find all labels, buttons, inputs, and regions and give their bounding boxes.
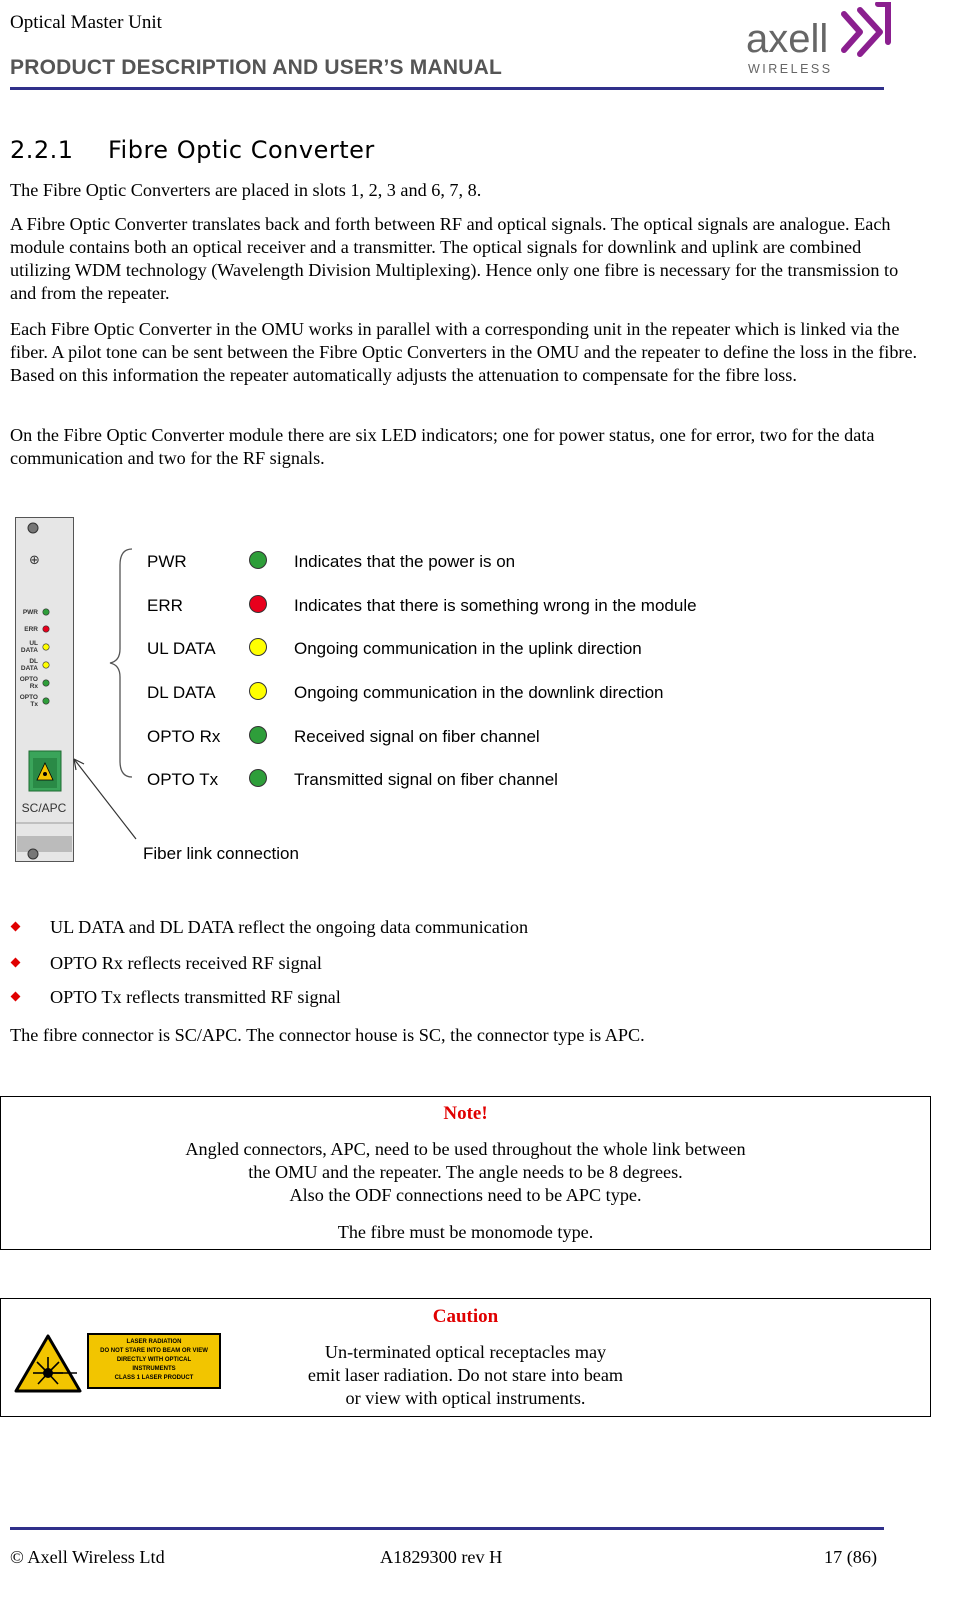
note-title: Note! xyxy=(443,1103,488,1124)
module-label-err: ERR xyxy=(24,626,38,633)
logo-brand-text: axell xyxy=(746,17,829,61)
footer-doc-number: A1829300 rev H xyxy=(380,1547,503,1567)
logo-sub-text: WIRELESS xyxy=(748,62,833,76)
svg-text:Rx: Rx xyxy=(29,683,38,690)
laser-class-label: LASER RADIATION DO NOT STARE INTO BEAM OR VIEW DIRECTLY WITH OPTICAL INSTRUMENTS CLASS 1 LASER PRODUCT xyxy=(87,1333,221,1389)
svg-text:⊕: ⊕ xyxy=(29,553,40,568)
led-label-ul-data: UL DATA xyxy=(147,639,216,658)
caution-line: emit laser radiation. Do not stare into beam xyxy=(307,1365,624,1385)
led-desc-opto-rx: Received signal on fiber channel xyxy=(294,727,540,746)
led-desc-dl-data: Ongoing communication in the downlink direction xyxy=(294,683,664,702)
svg-text:DATA: DATA xyxy=(20,665,38,672)
svg-text:OPTO: OPTO xyxy=(19,676,38,683)
connector-paragraph: The fibre connector is SC/APC. The connector house is SC, the connector type is APC. xyxy=(10,1025,645,1045)
fiber-link-label: Fiber link connection xyxy=(143,844,299,863)
caution-line: Un-terminated optical receptacles may xyxy=(324,1342,607,1362)
diamond-bullet-icon xyxy=(11,958,21,968)
svg-text:DL: DL xyxy=(29,658,38,665)
fiber-arrow xyxy=(70,755,150,845)
header-rule xyxy=(10,87,884,90)
led-desc-opto-tx: Transmitted signal on fiber channel xyxy=(294,770,558,789)
note-line: the OMU and the repeater. The angle needs to be 8 degrees. xyxy=(248,1162,683,1182)
note-line: Also the ODF connections need to be APC type. xyxy=(289,1185,642,1205)
note-line: Angled connectors, APC, need to be used throughout the whole link between xyxy=(185,1139,746,1159)
footer-page-number: 17 (86) xyxy=(824,1547,878,1567)
led-desc-pwr: Indicates that the power is on xyxy=(294,552,516,571)
led-label-pwr: PWR xyxy=(147,552,187,571)
diamond-bullet-icon xyxy=(11,992,21,1002)
paragraph-slots: The Fibre Optic Converters are placed in slots 1, 2, 3 and 6, 7, 8. xyxy=(10,180,482,200)
section-number: 2.2.1 xyxy=(10,136,74,164)
module-panel-drawing xyxy=(16,518,73,861)
note-box xyxy=(0,1096,931,1250)
paragraph-converter: A Fibre Optic Converter translates back and forth between RF and optical signals. The optical signals are analogue. Each module contains both an optical receiver and a transmitter. The optical signals for downlink and uplink are combined utilizing WDM technology (Wavelength Division Multiplexing). Hence only one fibre is necessary for the transmission to and from the repeater. xyxy=(10,214,899,303)
opto-tx-led-icon xyxy=(249,769,267,787)
section-heading xyxy=(10,136,375,164)
footer-rule xyxy=(10,1527,884,1530)
led-label-dl-data: DL DATA xyxy=(147,683,216,702)
caution-line: or view with optical instruments. xyxy=(345,1388,586,1408)
opto-rx-led-icon xyxy=(249,726,267,744)
svg-text:DATA: DATA xyxy=(20,647,38,654)
paragraph-pilot-tone: Each Fibre Optic Converter in the OMU works in parallel with a corresponding unit in the repeater which is linked via the fiber. A pilot tone can be sent between the Fibre Optic Converters in the OMU and the repeater to define the loss in the fibre. Based on this information the repeater automatically adjusts the attenuation to compensate for the fibre loss. xyxy=(10,319,918,385)
footer-copyright: © Axell Wireless Ltd xyxy=(10,1547,165,1567)
pwr-led-icon xyxy=(249,551,267,569)
svg-text:Tx: Tx xyxy=(30,701,38,708)
ul-data-led-icon xyxy=(249,638,267,656)
module-label-pwr: PWR xyxy=(22,609,38,616)
section-title: Fibre Optic Converter xyxy=(108,136,375,164)
led-label-opto-tx: OPTO Tx xyxy=(147,770,219,789)
converter-module-panel xyxy=(15,517,74,862)
led-label-opto-rx: OPTO Rx xyxy=(147,727,221,746)
err-led-icon xyxy=(249,595,267,613)
paragraph-leds: On the Fibre Optic Converter module there are six LED indicators; one for power status, one for error, two for the data communication and two for the RF signals. xyxy=(10,425,875,468)
diamond-bullet-icon xyxy=(11,922,21,932)
axell-wireless-logo xyxy=(744,2,894,76)
led-label-err: ERR xyxy=(147,596,183,615)
svg-text:OPTO: OPTO xyxy=(19,694,38,701)
document-title: Optical Master Unit xyxy=(10,12,162,33)
dl-data-led-icon xyxy=(249,682,267,700)
module-label-connector: SC/APC xyxy=(21,801,67,815)
led-group-brace xyxy=(100,545,140,785)
caution-box xyxy=(0,1298,931,1417)
led-desc-err: Indicates that there is something wrong in the module xyxy=(294,596,697,615)
document-subtitle: PRODUCT DESCRIPTION AND USER’S MANUAL xyxy=(10,56,502,79)
svg-text:UL: UL xyxy=(29,640,38,647)
caution-title: Caution xyxy=(432,1306,499,1327)
note-line: The fibre must be monomode type. xyxy=(337,1222,594,1242)
led-desc-ul-data: Ongoing communication in the uplink direction xyxy=(294,639,642,658)
